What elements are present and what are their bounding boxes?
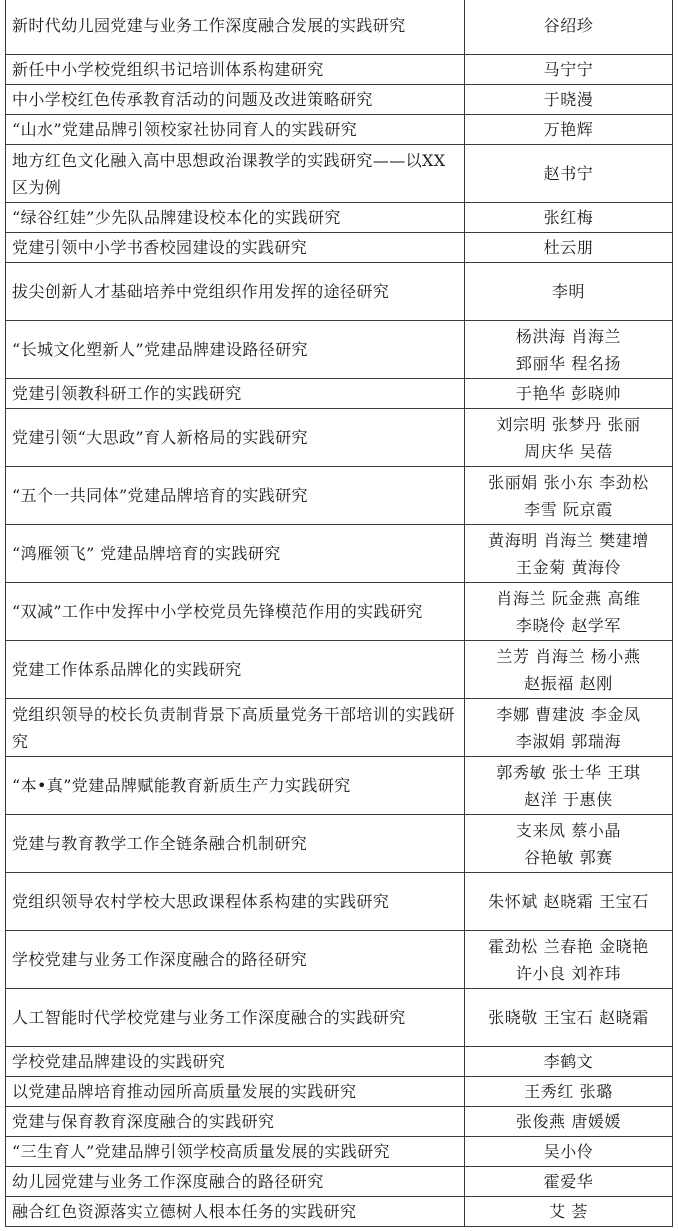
- research-topic-cell: 党建引领中小学书香校园建设的实践研究: [6, 233, 465, 263]
- table-row: [6, 525, 673, 583]
- project-members-cell: [465, 931, 673, 989]
- project-members-cell: [465, 873, 673, 931]
- member-names-line: 兰芳 肖海兰 杨小燕: [496, 646, 641, 666]
- project-members-cell: [465, 1107, 673, 1137]
- table-row: [6, 873, 673, 931]
- table-row: [6, 1107, 673, 1137]
- table-row: [6, 55, 673, 85]
- member-names-line: 李娜 曹建波 李金凤: [496, 704, 641, 724]
- research-topic-cell: 学校党建与业务工作深度融合的路径研究: [6, 931, 465, 989]
- research-topic-cell: “五个一共同体”党建品牌培育的实践研究: [6, 467, 465, 525]
- research-topic-cell: 党建与保育教育深度融合的实践研究: [6, 1107, 465, 1137]
- research-topic-cell: 融合红色资源落实立德树人根本任务的实践研究: [6, 1197, 465, 1227]
- member-names-line: 黄海明 肖海兰 樊建增: [488, 530, 649, 550]
- project-members-cell: [465, 321, 673, 379]
- research-topic-cell: 党组织领导农村学校大思政课程体系构建的实践研究: [6, 873, 465, 931]
- project-members-cell: [465, 815, 673, 873]
- research-topics-table: [5, 0, 673, 1227]
- member-names-line: 李淑娟 郭瑞海: [515, 731, 622, 751]
- project-members-cell: [465, 263, 673, 321]
- member-names-line: 周庆华 吴蓓: [524, 441, 613, 461]
- member-names-line: 李雪 阮京霞: [524, 499, 613, 519]
- research-topic-cell: 以党建品牌培育推动园所高质量发展的实践研究: [6, 1077, 465, 1107]
- table-row: [6, 115, 673, 145]
- project-members-cell: [465, 0, 673, 55]
- project-members-cell: [465, 641, 673, 699]
- research-topic-cell: 党建引领教科研工作的实践研究: [6, 379, 465, 409]
- member-names-line: 张晓敬 王宝石 赵晓霜: [488, 1008, 649, 1027]
- member-names-line: 吴小伶: [543, 1142, 594, 1161]
- project-members-cell: [465, 145, 673, 203]
- member-names-line: 赵洋 于惠侠: [524, 789, 613, 809]
- research-topic-cell: “绿谷红娃”少先队品牌建设校本化的实践研究: [6, 203, 465, 233]
- project-members-cell: [465, 203, 673, 233]
- research-topic-cell: 党建引领“大思政”育人新格局的实践研究: [6, 409, 465, 467]
- member-names-line: 谷艳敏 郭赛: [524, 847, 613, 867]
- table-row: [6, 931, 673, 989]
- member-names-line: 张俊燕 唐媛媛: [515, 1112, 622, 1131]
- table-row: [6, 467, 673, 525]
- table-row: [6, 1077, 673, 1107]
- member-names-line: 肖海兰 阮金燕 高维: [496, 588, 641, 608]
- member-names-line: 艾 荟: [549, 1202, 588, 1221]
- project-members-cell: [465, 1077, 673, 1107]
- research-topic-cell: 新时代幼儿园党建与业务工作深度融合发展的实践研究: [6, 0, 465, 55]
- research-topic-cell: “双减”工作中发挥中小学校党员先锋模范作用的实践研究: [6, 583, 465, 641]
- table-row: [6, 0, 673, 55]
- research-topic-cell: “三生育人”党建品牌引领学校高质量发展的实践研究: [6, 1137, 465, 1167]
- table-row: [6, 757, 673, 815]
- member-names-line: 郅丽华 程名扬: [515, 353, 622, 373]
- member-names-line: 马宁宁: [543, 60, 594, 79]
- research-topic-cell: 学校党建品牌建设的实践研究: [6, 1047, 465, 1077]
- table-row: [6, 1197, 673, 1227]
- table-row: [6, 85, 673, 115]
- member-names-line: 霍爱华: [543, 1172, 594, 1191]
- table-row: [6, 1047, 673, 1077]
- table-row: [6, 815, 673, 873]
- member-names-line: 于晓漫: [543, 90, 594, 109]
- project-members-cell: [465, 379, 673, 409]
- table-row: [6, 145, 673, 203]
- table-row: [6, 409, 673, 467]
- member-names-line: 张丽娟 张小东 李劲松: [488, 472, 649, 492]
- research-topic-cell: 党组织领导的校长负责制背景下高质量党务干部培训的实践研究: [6, 699, 465, 757]
- member-names-line: 郭秀敏 张士华 王琪: [496, 762, 641, 782]
- member-names-line: 万艳辉: [543, 120, 594, 139]
- member-names-line: 杜云朋: [543, 238, 594, 257]
- research-topic-cell: 党建与教育教学工作全链条融合机制研究: [6, 815, 465, 873]
- table-row: [6, 321, 673, 379]
- project-members-cell: [465, 55, 673, 85]
- project-members-cell: [465, 757, 673, 815]
- research-topic-cell: 拔尖创新人才基础培养中党组织作用发挥的途径研究: [6, 263, 465, 321]
- member-names-line: 赵振福 赵刚: [524, 673, 613, 693]
- research-topic-cell: 党建工作体系品牌化的实践研究: [6, 641, 465, 699]
- member-names-line: 谷绍珍: [543, 16, 594, 35]
- member-names-line: 李鹤文: [543, 1052, 594, 1071]
- project-members-cell: [465, 583, 673, 641]
- member-names-line: 支来凤 蔡小晶: [515, 820, 622, 840]
- research-topic-cell: 新任中小学校党组织书记培训体系构建研究: [6, 55, 465, 85]
- table-row: [6, 379, 673, 409]
- member-names-line: 于艳华 彭晓帅: [515, 384, 622, 403]
- research-topic-cell: 幼儿园党建与业务工作深度融合的路径研究: [6, 1167, 465, 1197]
- member-names-line: 王秀红 张璐: [524, 1082, 613, 1101]
- research-topic-cell: “长城文化塑新人”党建品牌建设路径研究: [6, 321, 465, 379]
- project-members-cell: [465, 467, 673, 525]
- project-members-cell: [465, 1197, 673, 1227]
- project-members-cell: [465, 115, 673, 145]
- member-names-line: 李明: [551, 282, 586, 301]
- research-topic-cell: “鸿雁领飞” 党建品牌培育的实践研究: [6, 525, 465, 583]
- project-members-cell: [465, 1167, 673, 1197]
- table-row: [6, 263, 673, 321]
- member-names-line: 朱怀斌 赵晓霜 王宝石: [488, 892, 649, 911]
- project-members-cell: [465, 1137, 673, 1167]
- project-members-cell: [465, 989, 673, 1047]
- research-topic-cell: 中小学校红色传承教育活动的问题及改进策略研究: [6, 85, 465, 115]
- table-row: [6, 1167, 673, 1197]
- project-members-cell: [465, 525, 673, 583]
- member-names-line: 李晓伶 赵学军: [515, 615, 622, 635]
- table-row: [6, 699, 673, 757]
- table-row: [6, 583, 673, 641]
- project-members-cell: [465, 85, 673, 115]
- table-row: [6, 1137, 673, 1167]
- project-members-cell: [465, 1047, 673, 1077]
- research-topic-cell: “本•真”党建品牌赋能教育新质生产力实践研究: [6, 757, 465, 815]
- member-names-line: 张红梅: [543, 208, 594, 227]
- table-row: [6, 233, 673, 263]
- member-names-line: 霍劲松 兰春艳 金晓艳: [488, 936, 649, 956]
- table-body: [6, 0, 673, 1227]
- table-row: [6, 641, 673, 699]
- project-members-cell: [465, 409, 673, 467]
- table-row: [6, 203, 673, 233]
- project-members-cell: [465, 699, 673, 757]
- member-names-line: 王金菊 黄海伶: [515, 557, 622, 577]
- project-members-cell: [465, 233, 673, 263]
- member-names-line: 许小良 刘祚玮: [515, 963, 622, 983]
- member-names-line: 赵书宁: [543, 164, 594, 183]
- research-topic-cell: 人工智能时代学校党建与业务工作深度融合的实践研究: [6, 989, 465, 1047]
- research-topic-cell: 地方红色文化融入高中思想政治课教学的实践研究——以XX区为例: [6, 145, 465, 203]
- research-topic-cell: “山水”党建品牌引领校家社协同育人的实践研究: [6, 115, 465, 145]
- member-names-line: 杨洪海 肖海兰: [515, 326, 622, 346]
- member-names-line: 刘宗明 张梦丹 张丽: [496, 414, 641, 434]
- table-row: [6, 989, 673, 1047]
